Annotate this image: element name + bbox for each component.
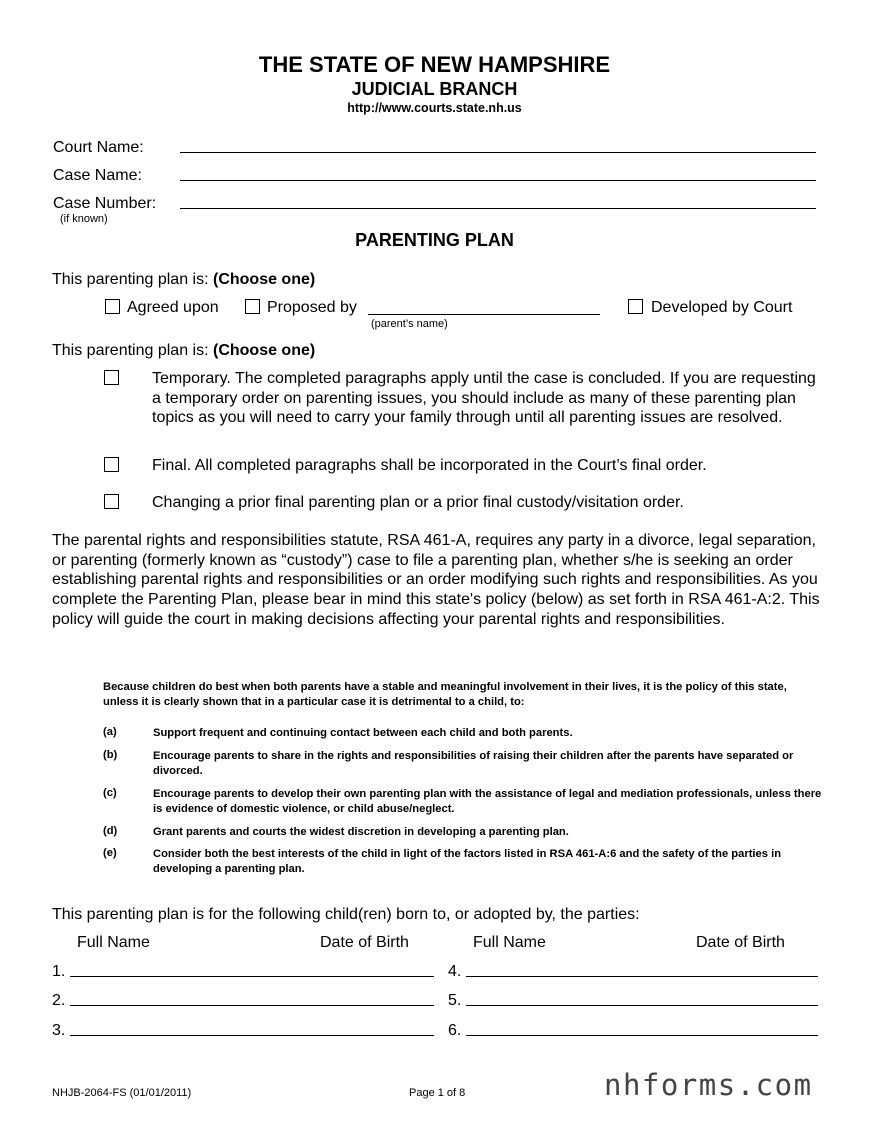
- parent-name-caption: (parent’s name): [371, 318, 448, 330]
- choice1-prompt: This parenting plan is: (Choose one): [52, 271, 316, 288]
- child-row-number: 3.: [52, 1022, 66, 1039]
- col-full-name-left: Full Name: [77, 934, 150, 951]
- policy-item-text: Support frequent and continuing contact between each child and both parents.: [153, 727, 573, 739]
- child-row-number: 5.: [448, 992, 462, 1009]
- policy-item-label: (d): [103, 825, 118, 837]
- statute-paragraph: The parental rights and responsibilities statute, RSA 461-A, requires any party in a divorce, legal separation, or parenting (formerly known as “custody”) case to file a parenting plan, whether s/he is seeking an order establishing parental rights and responsibilities or an order modifying such rights and responsibilities. As you complete the Parenting Plan, please bear in mind this state's policy (below) as set forth in RSA 461-A:2. This policy will guide the court in making decisions affecting your parental rights and responsibilities.: [52, 532, 820, 628]
- children-intro: This parenting plan is for the following child(ren) born to, or adopted by, the parties:: [52, 906, 640, 923]
- policy-item-label: (e): [103, 847, 117, 859]
- child-5-field[interactable]: [466, 1005, 818, 1006]
- changing-checkbox[interactable]: [104, 494, 119, 509]
- child-row-number: 4.: [448, 963, 462, 980]
- page-number: Page 1 of 8: [409, 1087, 466, 1099]
- case-name-label: Case Name:: [53, 167, 142, 184]
- proposed-by-label: Proposed by: [267, 299, 357, 316]
- case-number-label: Case Number:: [53, 195, 157, 212]
- agreed-upon-label: Agreed upon: [127, 299, 219, 316]
- child-3-field[interactable]: [70, 1035, 434, 1036]
- col-dob-left: Date of Birth: [320, 934, 409, 951]
- col-dob-right: Date of Birth: [696, 934, 785, 951]
- form-title: PARENTING PLAN: [355, 230, 514, 250]
- child-row-number: 1.: [52, 963, 66, 980]
- final-checkbox[interactable]: [104, 457, 119, 472]
- if-known-note: (if known): [60, 213, 108, 225]
- child-row-number: 6.: [448, 1022, 462, 1039]
- proposed-by-checkbox[interactable]: [245, 299, 260, 314]
- case-name-field[interactable]: [180, 180, 816, 181]
- temporary-label: Temporary. The completed paragraphs apply until the case is concluded. If you are requesting a temporary order on parenting issues, you should include as many of these parenting plan topics as you will need to carry your family through until all parenting issues are resolved.: [152, 370, 816, 427]
- policy-intro: Because children do best when both parents have a stable and meaningful involvement in their lives, it is the policy of this state, unless it is clearly shown that in a particular case it is detrimental to a child, to:: [103, 681, 787, 708]
- developed-by-court-label: Developed by Court: [651, 299, 793, 316]
- parent-name-field[interactable]: [368, 314, 600, 315]
- state-heading: THE STATE OF NEW HAMPSHIRE: [258, 52, 611, 77]
- temporary-checkbox[interactable]: [104, 370, 119, 385]
- court-name-label: Court Name:: [53, 139, 144, 156]
- court-name-field[interactable]: [180, 152, 816, 153]
- final-label: Final. All completed paragraphs shall be incorporated in the Court’s final order.: [152, 457, 707, 474]
- agreed-upon-checkbox[interactable]: [105, 299, 120, 314]
- child-2-field[interactable]: [70, 1005, 434, 1006]
- watermark: nhforms.com: [604, 1068, 813, 1102]
- developed-by-court-checkbox[interactable]: [628, 299, 643, 314]
- child-6-field[interactable]: [466, 1035, 818, 1036]
- case-number-field[interactable]: [180, 208, 816, 209]
- child-row-number: 2.: [52, 992, 66, 1009]
- court-url: http://www.courts.state.nh.us: [347, 101, 522, 115]
- form-id: NHJB-2064-FS (01/01/2011): [52, 1087, 192, 1099]
- child-4-field[interactable]: [466, 976, 818, 977]
- branch-heading: JUDICIAL BRANCH: [351, 79, 518, 99]
- policy-item-label: (c): [103, 787, 117, 799]
- policy-item-label: (a): [103, 726, 117, 738]
- changing-label: Changing a prior final parenting plan or a prior final custody/visitation order.: [152, 494, 684, 511]
- policy-item-text: Consider both the best interests of the child in light of the factors listed in RSA 461-A:6 and the safety of the parties in developing a parenting plan.: [153, 848, 782, 875]
- child-1-field[interactable]: [70, 976, 434, 977]
- policy-item-text: Encourage parents to develop their own parenting plan with the assistance of legal and mediation professionals, unless there is evidence of domestic violence, or child abuse/neglect.: [153, 788, 822, 815]
- col-full-name-right: Full Name: [473, 934, 546, 951]
- policy-item-label: (b): [103, 749, 118, 761]
- policy-item-text: Encourage parents to share in the rights and responsibilities of raising their children after the parents have separated or divorced.: [153, 750, 794, 777]
- choice2-prompt: This parenting plan is: (Choose one): [52, 342, 316, 359]
- policy-item-text: Grant parents and courts the widest discretion in developing a parenting plan.: [153, 826, 569, 838]
